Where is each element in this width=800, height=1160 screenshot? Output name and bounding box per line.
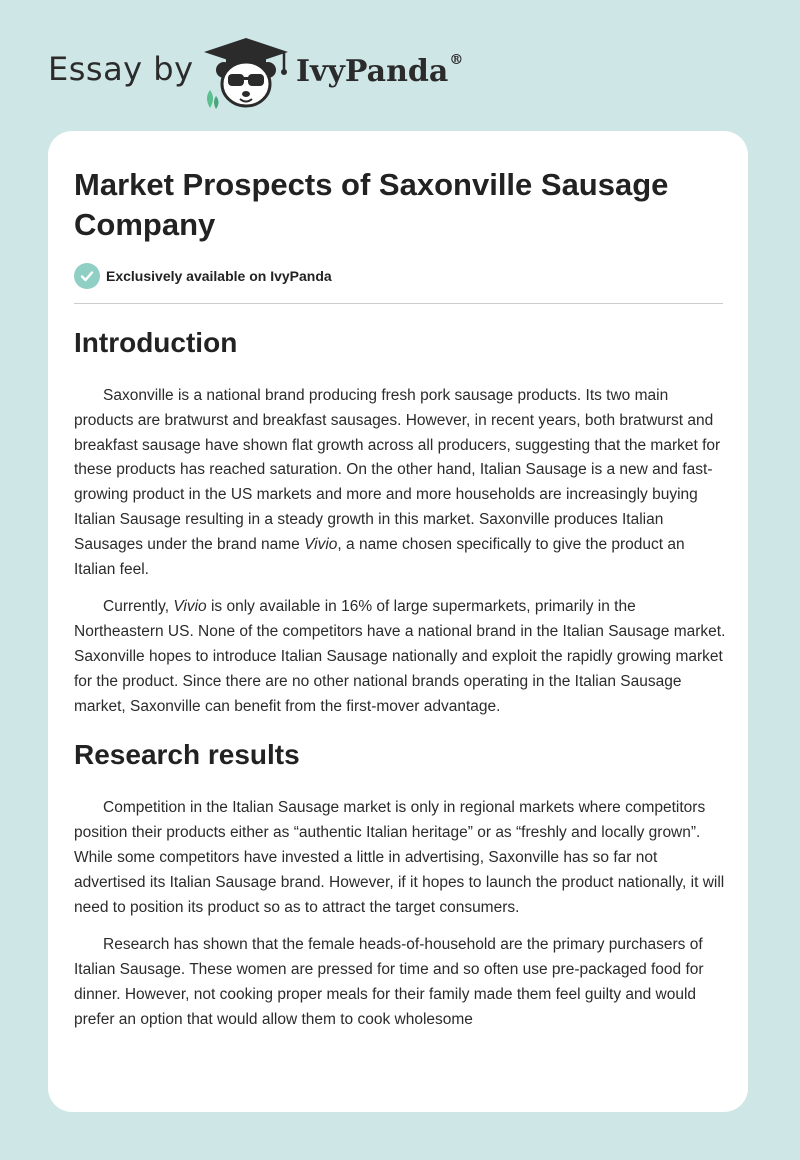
check-circle-icon	[74, 263, 100, 289]
paragraph: Competition in the Italian Sausage market is only in regional markets where competitors position their products either as “authentic Italian heritage” or as “freshly and locally grown”. While some competitors have invested a little in advertising, Saxonville has so far not advertised its Italian Sausage brand. However, if it hopes to launch the product nationally, it will need to position its product so as to attract the target consumers.	[74, 799, 725, 916]
paragraph	[74, 595, 726, 719]
brand-name-text: IvyPanda	[296, 54, 449, 89]
essay-title: Market Prospects of Saxonville Sausage Company	[74, 167, 669, 242]
paragraph-text: is only available in 16% of large supermarkets, primarily in the Northeastern US. None of the competitors have a national brand in the Italian Sausage market. Saxonville hopes to introduce Italian Sausage nationally and exploit the rapidly growing market for the product. Since there are no other national brands operating in the Italian Sausage market, Saxonville can benefit from the first-mover advantage.	[74, 598, 726, 715]
divider	[74, 303, 723, 304]
paragraph	[74, 384, 726, 582]
section-heading-introduction: Introduction	[74, 327, 238, 358]
brand-name[interactable]	[296, 54, 463, 89]
paragraph: Research has shown that the female heads-of-household are the primary purchasers of Italian Sausage. These women are pressed for time and so often use pre-packaged food for dinner. However, not cooking proper meals for their family made them feel guilty and would prefer an option that would allow them to cook wholesome	[74, 936, 704, 1028]
exclusive-badge	[74, 263, 332, 289]
brand-emphasis: Vivio	[304, 535, 338, 553]
essay-card	[48, 131, 748, 1112]
section-heading-research-results: Research results	[74, 739, 300, 771]
registered-mark: ®	[449, 52, 464, 68]
brand-prefix: Essay by	[48, 50, 194, 88]
essay-body	[74, 323, 726, 1033]
paragraph-text: , a name chosen specifically to give the product an Italian feel.	[74, 535, 685, 578]
site-header	[0, 0, 800, 130]
paragraph-text: Saxonville is a national brand producing fresh pork sausage products. Its two main products are bratwurst and breakfast sausages. However, in recent years, both bratwurst and breakfast sausage have shown flat growth across all producers, suggesting that the market for these products has reached saturation. On the other hand, Italian Sausage is a new and fast-growing product in the US markets and more and more households are increasingly buying Italian Sausage resulting in a steady growth in this market. Saxonville produces Italian Sausages under the brand name	[74, 387, 721, 553]
brand-emphasis: Vivio	[173, 598, 207, 616]
panda-graduate-icon[interactable]	[200, 36, 292, 110]
paragraph-text: Currently,	[103, 598, 174, 616]
badge-text: Exclusively available on IvyPanda	[106, 268, 332, 284]
